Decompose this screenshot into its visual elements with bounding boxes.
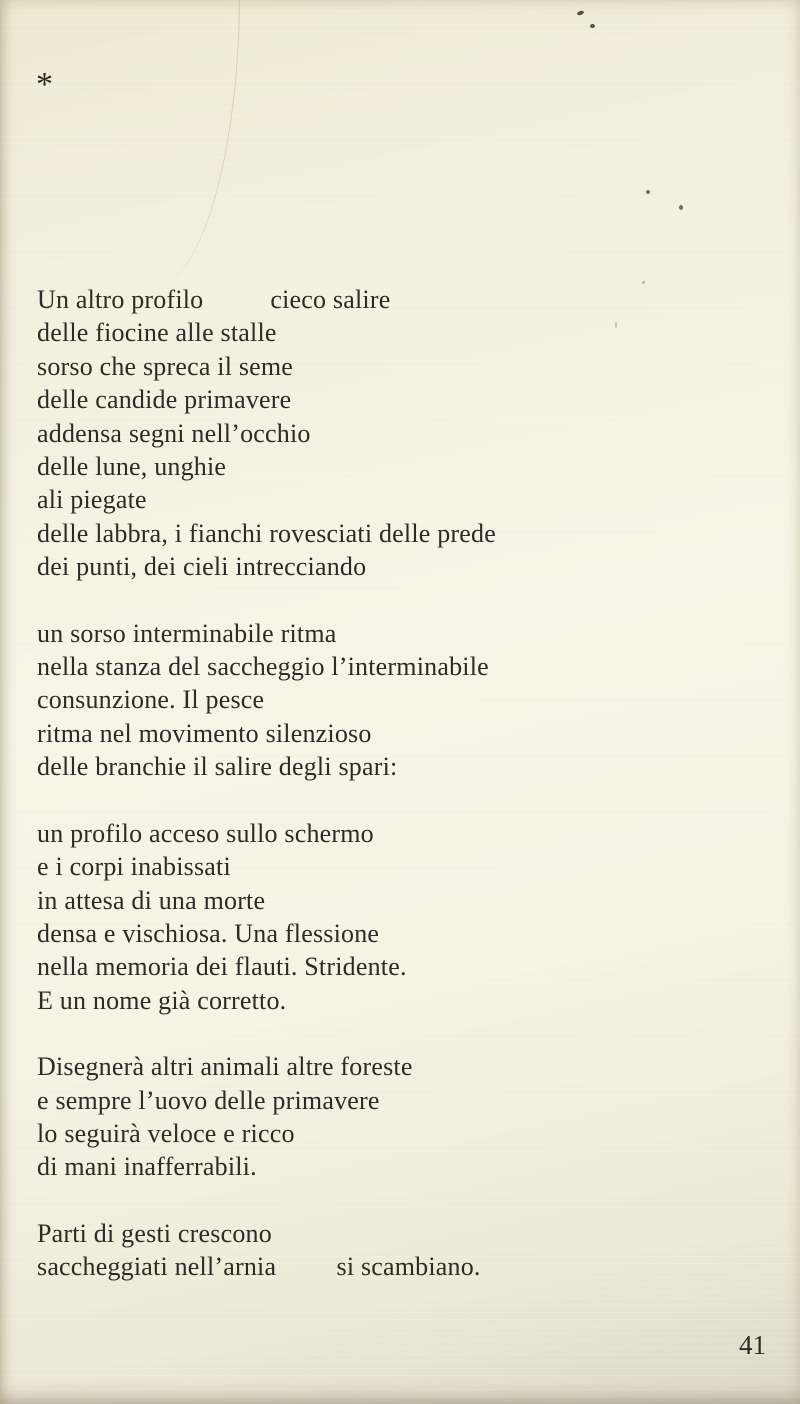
section-marker-asterisk: * bbox=[36, 66, 53, 103]
dust-speck bbox=[646, 190, 650, 194]
poem-line: densa e vischiosa. Una flessione bbox=[37, 918, 380, 948]
poem-line: delle fiocine alle stalle bbox=[37, 318, 277, 348]
poem-stanza-1 bbox=[37, 283, 763, 584]
poem-stanza-5 bbox=[37, 1217, 763, 1284]
poem-line: in attesa di una morte bbox=[37, 885, 266, 915]
poem-line: saccheggiati nell’arnia si scambiano. bbox=[37, 1252, 481, 1282]
dust-speck bbox=[679, 205, 683, 210]
poem-line: sorso che spreca il seme bbox=[37, 351, 294, 381]
poem-stanza-4 bbox=[37, 1050, 763, 1184]
dust-speck bbox=[577, 10, 585, 16]
poem-line: dei punti, dei cieli intrecciando bbox=[37, 552, 367, 582]
poem-line: consunzione. Il pesce bbox=[37, 685, 265, 715]
poem-text bbox=[37, 283, 763, 1284]
page-number: 41 bbox=[739, 1330, 766, 1360]
poem-line: ritma nel movimento silenzioso bbox=[37, 718, 372, 748]
paper-crease bbox=[150, 0, 240, 290]
poem-line: nella stanza del saccheggio l’interminabile bbox=[37, 652, 489, 682]
poem-line: delle branchie il salire degli spari: bbox=[37, 752, 398, 782]
poem-line: delle labbra, i fianchi rovesciati delle prede bbox=[37, 518, 496, 548]
poem-line: E un nome già corretto. bbox=[37, 985, 287, 1015]
poem-line: addensa segni nell’occhio bbox=[37, 418, 311, 448]
poem-line: un profilo acceso sullo schermo bbox=[37, 818, 374, 848]
poem-line: Disegnerà altri animali altre foreste bbox=[37, 1052, 413, 1082]
dust-speck bbox=[590, 24, 595, 28]
poem-line: e sempre l’uovo delle primavere bbox=[37, 1085, 380, 1115]
poem-stanza-3 bbox=[37, 817, 763, 1017]
poem-line: un sorso interminabile ritma bbox=[37, 618, 337, 648]
poem-line: delle candide primavere bbox=[37, 385, 292, 415]
poem-line: nella memoria dei flauti. Stridente. bbox=[37, 952, 407, 982]
poem-line: delle lune, unghie bbox=[37, 452, 227, 482]
poem-line: Parti di gesti crescono bbox=[37, 1218, 272, 1248]
poem-line: di mani inafferrabili. bbox=[37, 1152, 257, 1182]
poem-line: ali piegate bbox=[37, 485, 147, 515]
poem-stanza-2 bbox=[37, 617, 763, 784]
poem-line: e i corpi inabissati bbox=[37, 852, 231, 882]
poem-line: lo seguirà veloce e ricco bbox=[37, 1118, 295, 1148]
poem-line: Un altro profilo cieco salire bbox=[37, 285, 391, 314]
